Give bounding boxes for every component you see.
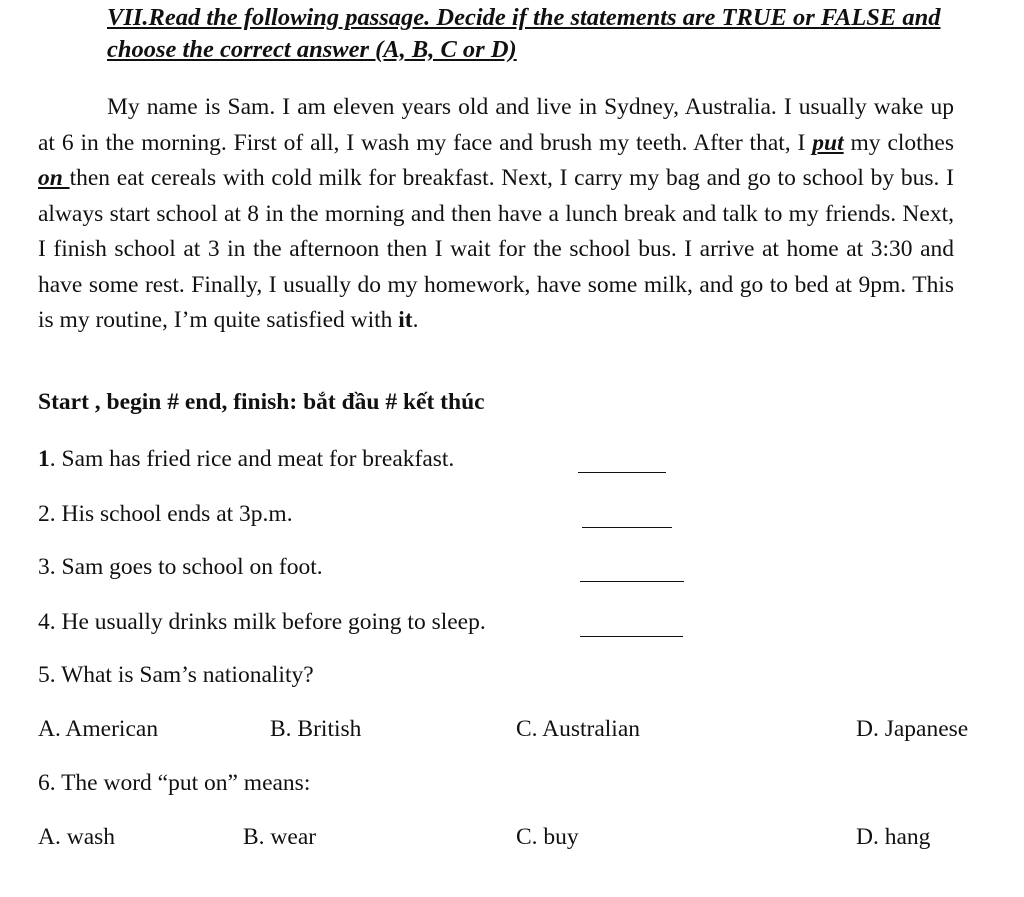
reading-passage — [38, 90, 954, 339]
exercise-heading — [107, 2, 1017, 66]
q6-option-a[interactable]: A. wash — [38, 824, 116, 850]
heading-line-2: choose the correct answer (A, B, C or D) — [107, 36, 517, 63]
q6-option-b[interactable]: B. wear — [243, 824, 317, 850]
keyword-it: it — [398, 307, 413, 333]
q6-option-d[interactable]: D. hang — [856, 824, 931, 850]
answer-blank-4[interactable] — [580, 636, 683, 637]
q5-option-c[interactable]: C. Australian — [516, 716, 641, 742]
keyword-on: on — [38, 165, 70, 191]
keyword-put: put — [812, 129, 844, 156]
heading-line-1: VII.Read the following passage. Decide if the statements are TRUE or FALSE and — [107, 4, 941, 31]
statement-number: 4 — [38, 609, 50, 635]
passage-text-3: then eat cereals with cold milk for breakfast. Next, I carry my bag and go to school by bus. I always start school at 8 in the morning and then have a lunch break and talk to my friends. Next, I finish school at 3 in the afternoon then I wait for the school bus. I arrive at home at 3:30 and have some rest. Finally, I usually do my homework, have some milk, and go to bed at 9pm. This is my routine, I’m quite satisfied with — [38, 165, 954, 333]
q5-option-a[interactable]: A. American — [38, 716, 159, 742]
statement-3 — [38, 554, 323, 581]
statement-text: . Sam goes to school on foot. — [49, 554, 323, 580]
answer-blank-1[interactable] — [578, 472, 666, 473]
statement-text: . Sam has fried rice and meat for breakfast. — [49, 446, 455, 472]
vocabulary-note: Start , begin # end, finish: bắt đầu # kết thúc — [38, 389, 485, 415]
statement-4 — [38, 609, 486, 636]
statement-text: . His school ends at 3p.m. — [49, 501, 293, 527]
answer-blank-3[interactable] — [580, 581, 684, 582]
passage-text-4: . — [412, 307, 419, 333]
statement-2 — [38, 501, 293, 528]
q5-option-d[interactable]: D. Japanese — [856, 716, 969, 742]
statement-text: . He usually drinks milk before going to sleep. — [49, 609, 486, 635]
statement-number: 1 — [38, 446, 50, 472]
q6-option-c[interactable]: C. buy — [516, 824, 579, 850]
q5-option-b[interactable]: B. British — [270, 716, 362, 742]
statement-number: 2 — [38, 501, 50, 527]
question-5: 5. What is Sam’s nationality? — [38, 662, 314, 688]
question-6: 6. The word “put on” means: — [38, 770, 311, 796]
passage-text-2: my clothes — [843, 129, 955, 156]
answer-blank-2[interactable] — [582, 527, 672, 528]
statement-1 — [38, 446, 454, 473]
passage-text-1: My name is Sam. I am eleven years old and live in Sydney, Australia. I usually wake up at 6 in the morning. First of all, I wash my face and brush my teeth. After that, I — [38, 94, 954, 156]
statement-number: 3 — [38, 554, 50, 580]
